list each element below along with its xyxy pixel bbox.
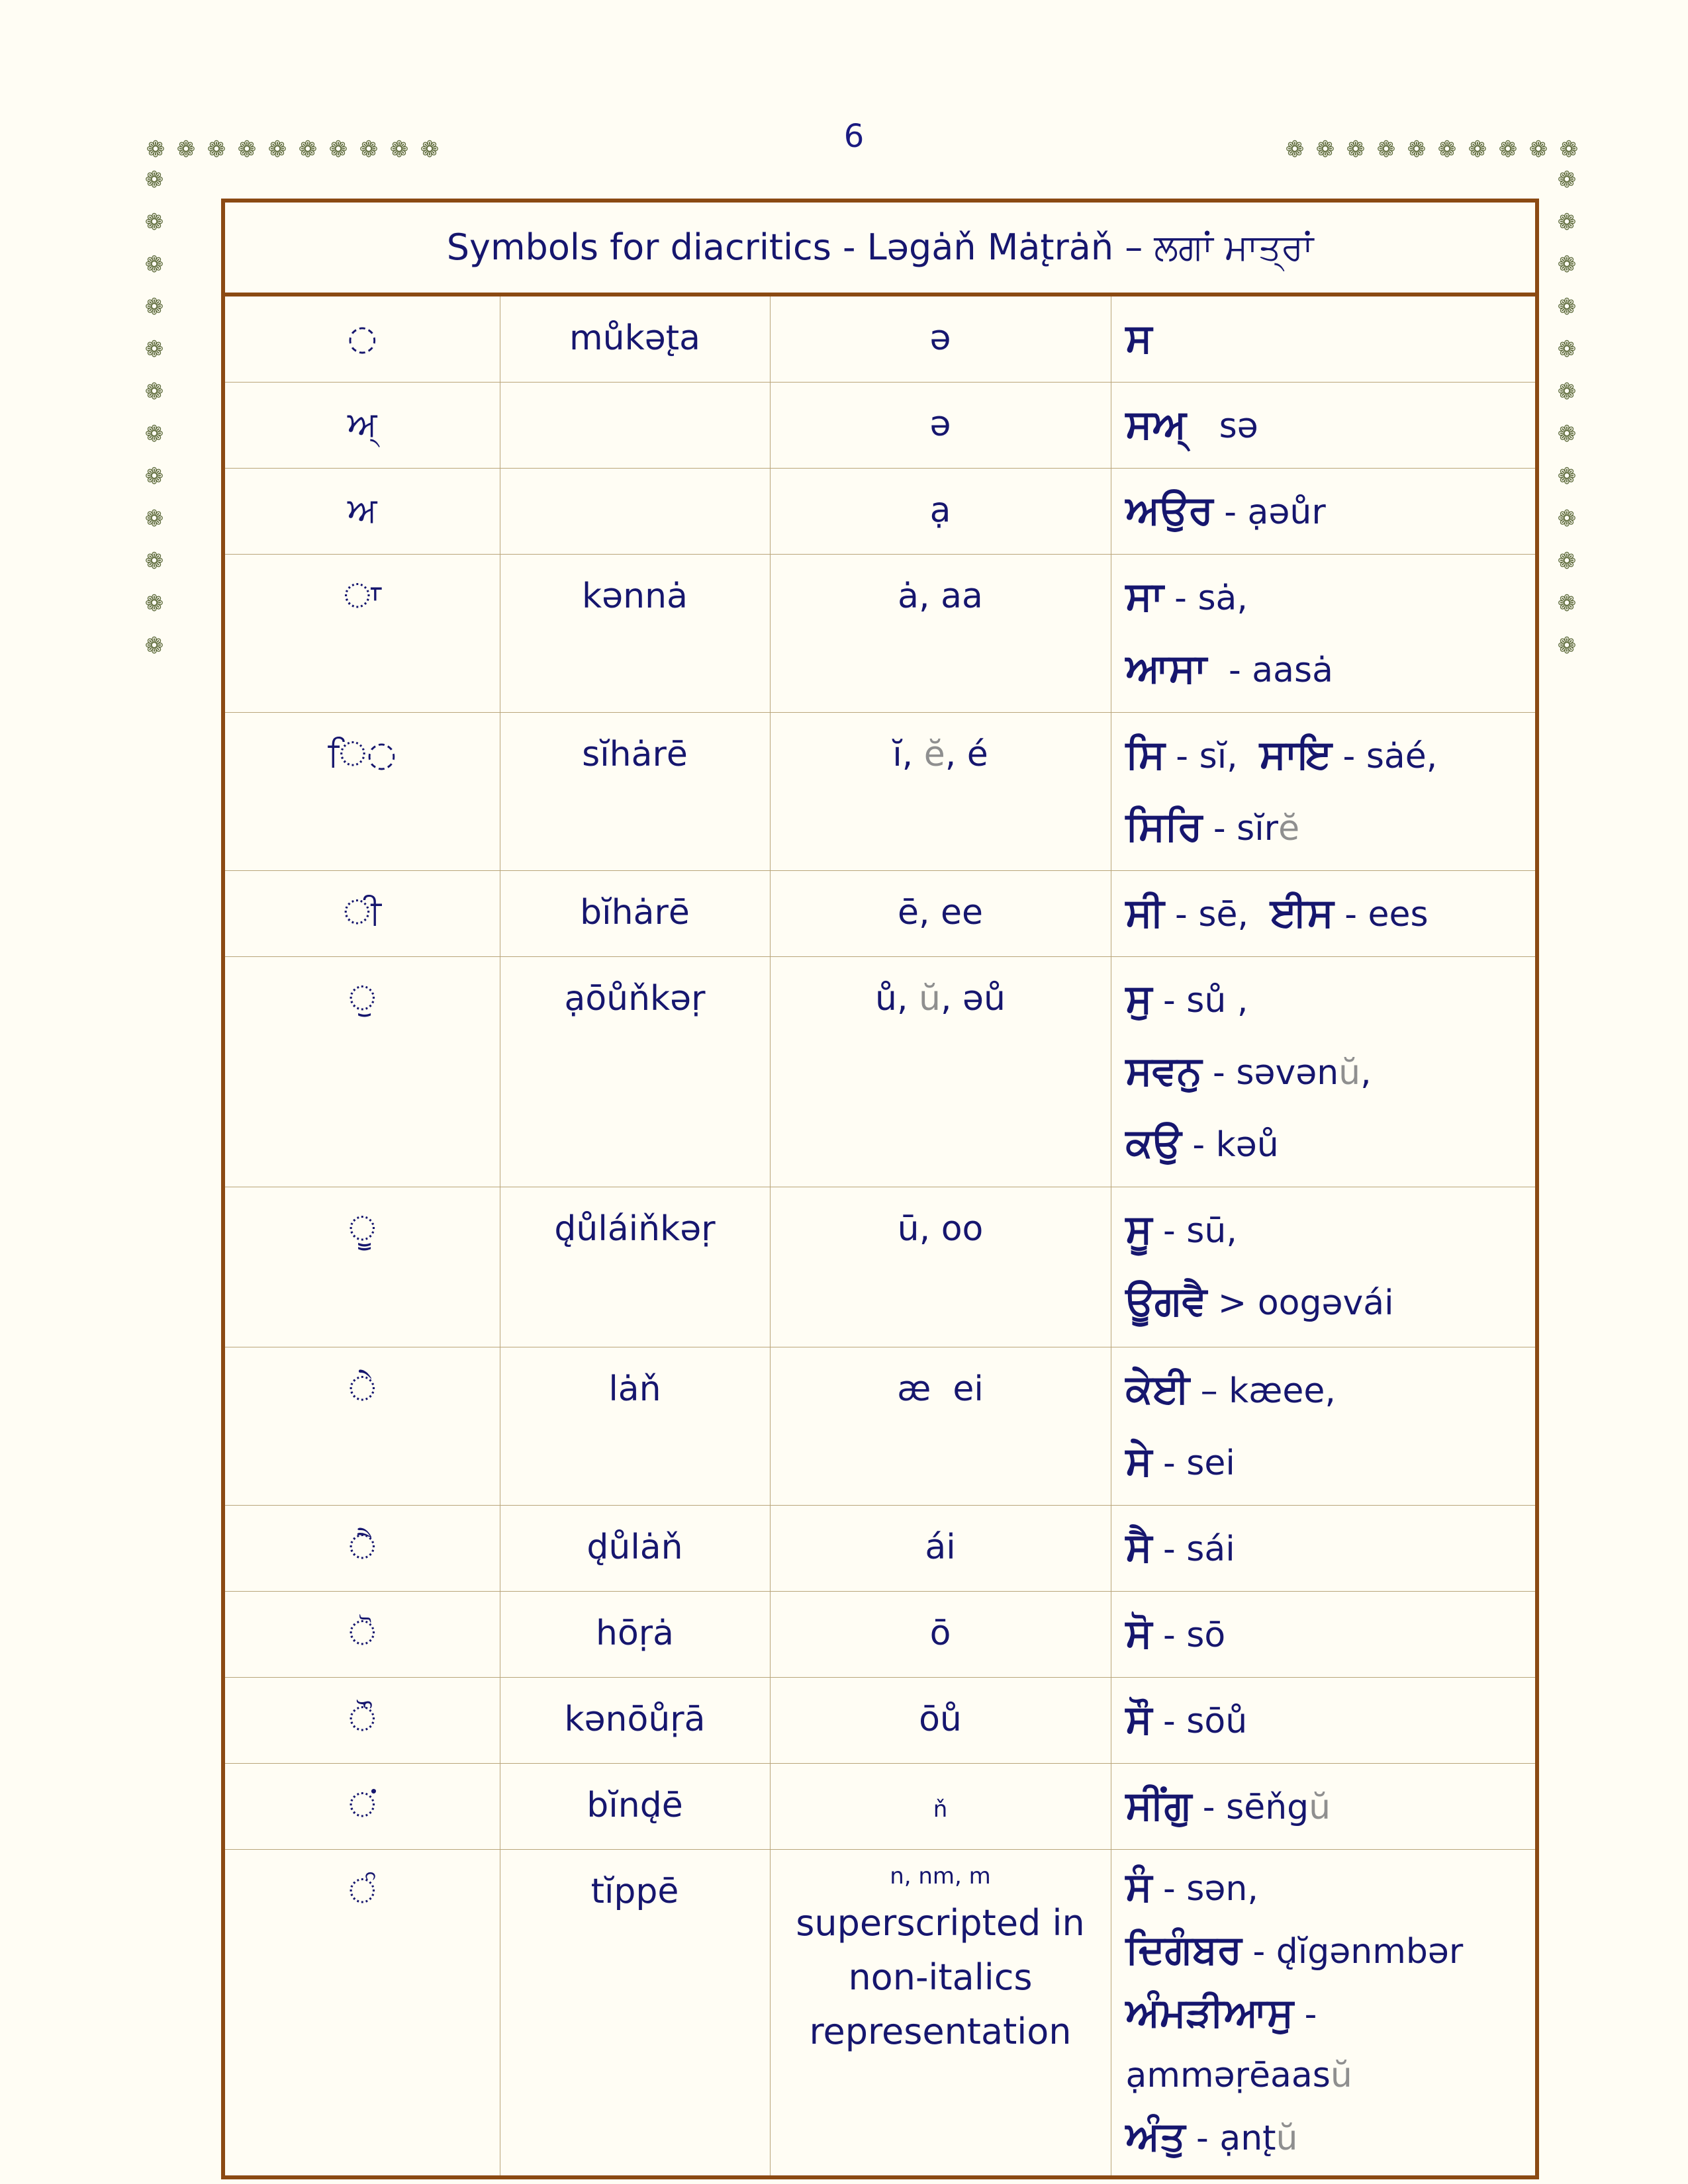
flower-ornament-icon: ❁ [1468,136,1487,163]
flower-ornament-icon: ❁ [328,136,348,163]
table-row [223,469,1537,555]
symbol-cell: ਅ [223,469,500,555]
symbol-cell: ◌ਂ [223,1764,500,1850]
transliteration: - sū, [1152,1211,1237,1251]
flower-ornament-icon: ❁ [144,209,164,236]
example-cell [1111,383,1537,469]
transliteration: - ạəůr [1213,492,1326,532]
sound-cell: ái [770,1506,1111,1592]
sound-text-muted: ĕ [923,735,945,774]
gurmukhi-example: ਆਸਾ [1125,645,1207,692]
name-cell: kənnȧ [500,555,770,713]
transliteration: - ees [1333,895,1429,934]
gurmukhi-example: ਸਿ [1125,731,1165,778]
transliteration: - sů , [1152,981,1248,1021]
example-cell [1111,555,1537,713]
table-row [223,871,1537,957]
flower-ornament-icon: ❁ [144,294,164,320]
top-right-flower-border [1280,134,1584,165]
flower-ornament-icon: ❁ [176,136,196,163]
sound-text: , é [945,735,988,774]
flower-ornament-icon: ❁ [1557,421,1577,447]
symbol-cell: ◌ [223,295,500,383]
gurmukhi-example: ਸੀ [1125,889,1164,936]
gurmukhi-example: ਅੰਤੁ [1125,2113,1186,2160]
sound-note: superscripted in non-italics representation [796,1902,1085,2052]
example-cell [1111,1850,1537,2178]
flower-ornament-icon: ❁ [1557,506,1577,532]
table-row [223,713,1537,871]
table-row [223,1592,1537,1678]
gurmukhi-example: ਸੀਂਗੁ [1125,1782,1192,1829]
name-cell: můkət̨a [500,295,770,383]
gurmukhi-example: ਈਸ [1270,889,1334,936]
example-cell [1111,1347,1537,1506]
flower-ornament-icon: ❁ [144,548,164,574]
table-row [223,295,1537,383]
name-cell [500,383,770,469]
gurmukhi-example: ਅੰਮੜੀਆਸੁ [1125,1989,1294,2036]
symbol-cell: ◌ੀ [223,871,500,957]
flower-ornament-icon: ❁ [144,421,164,447]
transliteration: - sei [1152,1443,1235,1483]
transliteration: - sōů [1152,1702,1248,1741]
flower-ornament-icon: ❁ [1557,463,1577,490]
flower-ornament-icon: ❁ [1557,633,1577,659]
flower-ornament-icon: ❁ [207,136,226,163]
symbol-cell: ◌ੈ [223,1506,500,1592]
flower-ornament-icon: ❁ [359,136,379,163]
gurmukhi-example: ਸੇ [1125,1438,1152,1484]
name-cell: lȧň [500,1347,770,1506]
gurmukhi-example: ਊਗਵੈ [1125,1278,1207,1324]
table-row [223,1678,1537,1764]
flower-ornament-icon: ❁ [1557,251,1577,278]
name-cell: bĭhȧrē [500,871,770,957]
name-cell: hōṛȧ [500,1592,770,1678]
transliteration: - sȧé, [1332,737,1438,776]
transliteration-muted: ŭ [1338,1053,1361,1093]
sound-superscript: n, nm, m [890,1863,991,1889]
flower-ornament-icon: ❁ [144,506,164,532]
symbol-cell: ◌ੰ [223,1850,500,2178]
transliteration: - sȧ, [1163,578,1248,618]
symbol-cell: ◌ੌ [223,1678,500,1764]
table-row [223,1347,1537,1506]
example-cell [1111,469,1537,555]
flower-ornament-icon: ❁ [1315,136,1335,163]
flower-ornament-icon: ❁ [1557,379,1577,405]
example-cell [1111,295,1537,383]
top-left-flower-border [140,134,445,165]
example-cell [1111,1187,1537,1347]
table-title-row [223,201,1537,295]
sound-text: , əů [940,979,1006,1019]
flower-ornament-icon: ❁ [1346,136,1366,163]
name-cell: d̨ůlȧň [500,1506,770,1592]
transliteration: - səvən [1201,1053,1339,1093]
table-row [223,555,1537,713]
transliteration: - sái [1152,1529,1235,1569]
flower-ornament-icon: ❁ [1559,136,1579,163]
flower-ornament-icon: ❁ [1557,167,1577,193]
transliteration: - kəů [1181,1125,1279,1165]
symbol-cell: ◌ਾ [223,555,500,713]
symbol-cell: ◌ੂ [223,1187,500,1347]
sound-cell: ū, oo [770,1187,1111,1347]
transliteration: - sən, [1152,1869,1258,1909]
sound-cell: ē, ee [770,871,1111,957]
gurmukhi-example: ਕਉ [1125,1120,1182,1166]
table-row [223,383,1537,469]
sound-text: ů, [875,979,919,1019]
flower-ornament-icon: ❁ [1557,336,1577,363]
flower-ornament-icon: ❁ [144,167,164,193]
transliteration: - sĭr [1202,809,1279,848]
example-cell [1111,1678,1537,1764]
table-row [223,1764,1537,1850]
gurmukhi-example: ਸੌ [1125,1696,1152,1743]
transliteration: - aasȧ [1206,651,1333,690]
flower-ornament-icon: ❁ [146,136,165,163]
flower-ornament-icon: ❁ [420,136,440,163]
transliteration: - [1293,1995,1317,2034]
sound-cell: ạ [770,469,1111,555]
sound-superscript: ň [933,1796,948,1823]
flower-ornament-icon: ❁ [1498,136,1518,163]
flower-ornament-icon: ❁ [1557,590,1577,617]
right-flower-border [1552,159,1582,667]
symbol-cell: ◌ੁ [223,957,500,1187]
transliteration: – kæee, [1190,1371,1336,1411]
page-number: 6 [843,118,865,155]
gurmukhi-example: ਅਉਰ [1125,487,1213,533]
name-cell: ạōůňkəṛ [500,957,770,1187]
flower-ornament-icon: ❁ [144,633,164,659]
transliteration-muted: ĕ [1278,809,1300,848]
flower-ornament-icon: ❁ [1557,209,1577,236]
gurmukhi-example: ਸੈ [1125,1524,1152,1570]
sound-cell: ō [770,1592,1111,1678]
example-cell [1111,1506,1537,1592]
gurmukhi-example: ਸਿਰਿ [1125,803,1203,850]
transliteration: - sō [1152,1615,1226,1655]
name-cell: bĭnd̨ē [500,1764,770,1850]
example-cell [1111,957,1537,1187]
gurmukhi-example: ਸੰ [1125,1864,1152,1910]
name-cell: d̨ůláiňkəṛ [500,1187,770,1347]
name-cell: kənōůṛā [500,1678,770,1764]
sound-cell: ə [770,295,1111,383]
sound-text-muted: ŭ [919,979,941,1019]
table-row [223,957,1537,1187]
gurmukhi-example: ਸਵਨੁ [1125,1048,1202,1094]
sound-cell [770,1764,1111,1850]
flower-ornament-icon: ❁ [1285,136,1305,163]
symbol-cell: ◌ੇ [223,1347,500,1506]
transliteration: - ạnt̨ [1185,2118,1276,2158]
transliteration: ạmməṛēaas [1125,2056,1331,2095]
flower-ornament-icon: ❁ [1437,136,1457,163]
example-cell [1111,871,1537,957]
table-row [223,1506,1537,1592]
flower-ornament-icon: ❁ [144,336,164,363]
name-cell [500,469,770,555]
flower-ornament-icon: ❁ [237,136,257,163]
transliteration-muted: ŭ [1330,2056,1352,2095]
gurmukhi-example: ਸਅ੍ [1125,401,1187,447]
flower-ornament-icon: ❁ [1557,548,1577,574]
flower-ornament-icon: ❁ [1376,136,1396,163]
flower-ornament-icon: ❁ [144,463,164,490]
gurmukhi-example: ਸਾ [1125,573,1164,619]
flower-ornament-icon: ❁ [267,136,287,163]
sound-cell [770,957,1111,1187]
transliteration: - sēňg [1192,1788,1309,1827]
sound-cell: æ ei [770,1347,1111,1506]
sound-cell [770,713,1111,871]
example-cell [1111,1764,1537,1850]
name-cell: tĭppē [500,1850,770,2178]
transliteration: , [1360,1053,1372,1093]
transliteration-muted: ŭ [1276,2118,1298,2158]
transliteration: sə [1186,406,1258,446]
gurmukhi-example: ਸੁ [1125,976,1152,1022]
flower-ornament-icon: ❁ [1557,294,1577,320]
transliteration: > oogəvái [1207,1283,1394,1323]
flower-ornament-icon: ❁ [144,590,164,617]
table-row [223,1850,1537,2178]
flower-ornament-icon: ❁ [144,379,164,405]
name-cell: sĭhȧrē [500,713,770,871]
flower-ornament-icon: ❁ [389,136,409,163]
transliteration: - sē, [1164,895,1271,934]
gurmukhi-example: ਦਿਗੰਬਰ [1125,1927,1242,1973]
table-title: Symbols for diacritics - Ləgȧň Mȧt̨rȧň – ਲਗਾਂ ਮਾਤ੍ਰਾਂ [223,201,1537,295]
gurmukhi-example: ਕੇਈ [1125,1366,1190,1412]
table-row [223,1187,1537,1347]
sound-cell: ȧ, aa [770,555,1111,713]
transliteration: - d̨ĭgənmbər [1241,1932,1464,1972]
flower-ornament-icon: ❁ [1407,136,1427,163]
example-cell [1111,713,1537,871]
gurmukhi-example: ਸਾਇ [1259,731,1332,778]
flower-ornament-icon: ❁ [1528,136,1548,163]
gurmukhi-example: ਸੋ [1125,1610,1152,1657]
left-flower-border [139,159,169,667]
sound-cell [770,1850,1111,2178]
symbol-cell: ਅ੍ [223,383,500,469]
transliteration-muted: ŭ [1309,1788,1331,1827]
flower-ornament-icon: ❁ [298,136,318,163]
sound-text: ĭ, [892,735,924,774]
gurmukhi-example: ਸ [1125,315,1152,361]
sound-cell: ōů [770,1678,1111,1764]
diacritics-table [221,199,1539,2179]
gurmukhi-example: ਸੂ [1125,1206,1152,1252]
symbol-cell: ◌ੋ [223,1592,500,1678]
flower-ornament-icon: ❁ [144,251,164,278]
example-cell [1111,1592,1537,1678]
sound-cell: ə [770,383,1111,469]
transliteration: - sĭ, [1164,737,1260,776]
symbol-cell: ਿ◌ [223,713,500,871]
